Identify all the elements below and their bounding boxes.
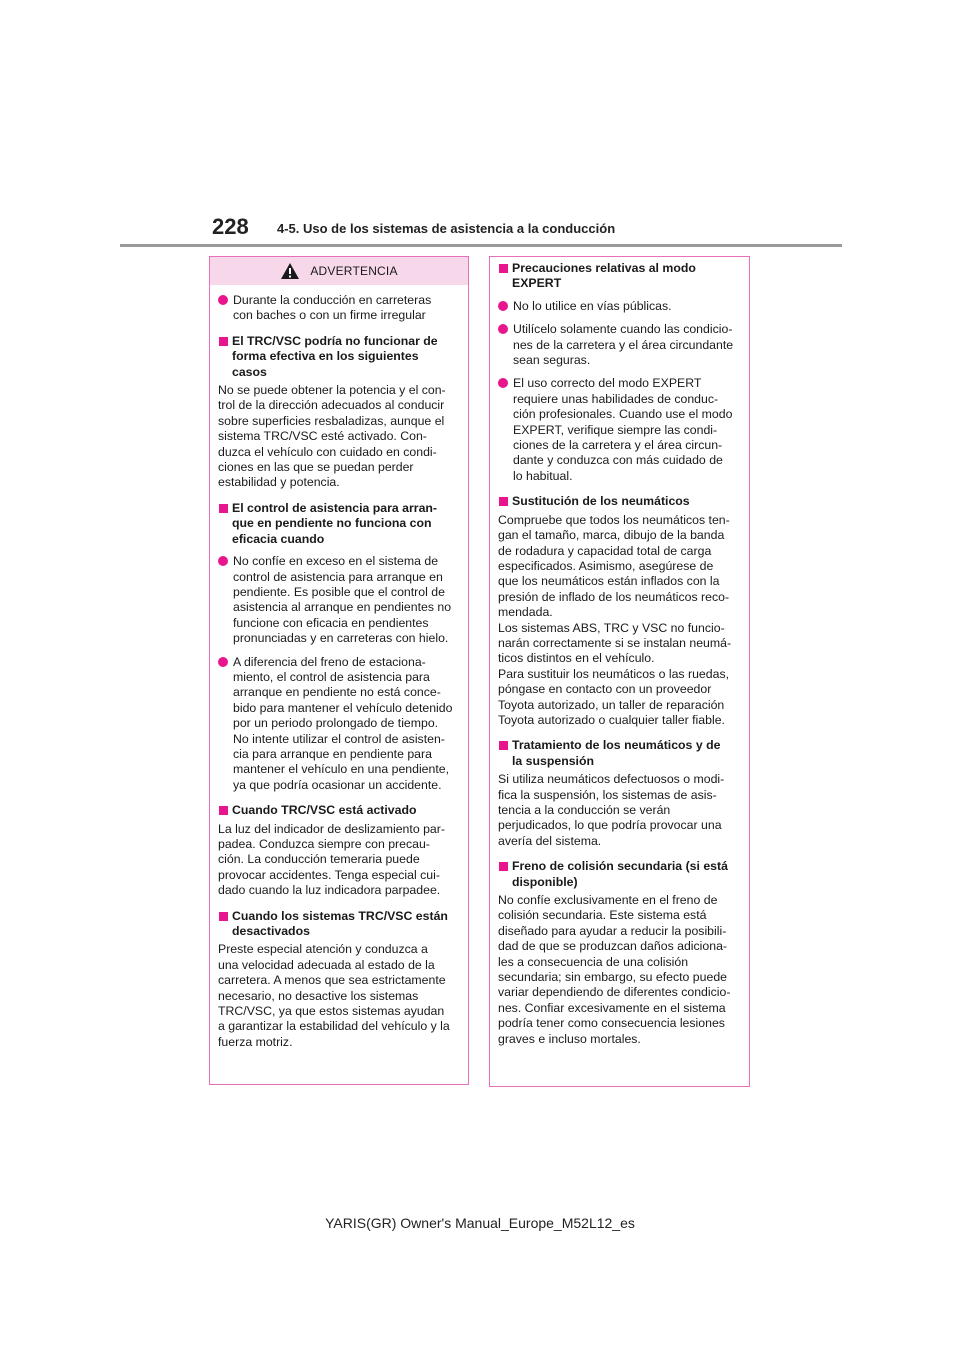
bullet-item [498,299,741,314]
subheading [218,334,460,380]
paragraph: La luz del indicador de deslizamiento par- padea. Conduzca siempre con precau- ción. La conducción temeraria puede provocar accidentes. Tenga especial cui- dado cuando la luz indicadora parpadee. [218,821,445,898]
subheading-text: Tratamiento de los neumáticos y de la suspensión [512,738,721,768]
bullet-text: Utilícelo solamente cuando las condicio- nes de la carretera y el área circundante sean seguras. [513,322,734,368]
bullet-item [498,322,741,368]
subheading [498,261,741,292]
subheading [218,501,460,547]
bullet-dot-icon [498,378,508,388]
square-bullet-icon [499,862,508,871]
bullet-dot-icon [498,301,508,311]
footer-manual-id: YARIS(GR) Owner's Manual_Europe_M52L12_es [325,1215,635,1231]
subheading-text: Cuando TRC/VSC está activado [232,803,417,818]
subheading-text: El control de asistencia para arran- que en pendiente no funciona con eficacia cuando [232,500,438,546]
warning-box-right [489,256,750,1087]
bullet-dot-icon [218,295,228,305]
square-bullet-icon [219,912,228,921]
bullet-item [218,655,460,794]
header-rule [120,244,842,247]
warning-triangle-icon [280,262,300,280]
paragraph: Preste especial atención y conduzca a una velocidad adecuada al estado de la carretera. A menos que sea estrictamente necesario, no desactive los sistemas TRC/VSC, ya que estos sistemas ayudan a garantizar la estabilidad del vehículo y la fuerza motriz. [218,942,450,1049]
bullet-text: Durante la conducción en carreteras con baches o con un firme irregular [233,293,432,323]
bullet-text: No confíe en exceso en el sistema de control de asistencia para arranque en pendiente. Es posible que el control de asistencia al arranque en pendientes no funcione con eficacia en pendientes pronunciadas y en carreteras con hielo. [233,554,452,646]
subheading-text: Cuando los sistemas TRC/VSC están desactivados [232,908,448,939]
paragraph: Compruebe que todos los neumáticos ten- gan el tamaño, marca, dibujo de la banda de rodadura y capacidad total de carga especificados. Asimismo, asegúrese de que los neumáticos están inflados con la presión de inflado de los neumáticos reco- mendada. Los sistemas ABS, TRC y VSC no funcio- narán correctamente si se instalan neumá- ticos distintos en el vehículo. Para sustituir los neumáticos o las ruedas, póngase en contacto con un proveedor Toyota autorizado, un taller de reparación Toyota autorizado o cualquier taller fiable. [498,512,732,727]
bullet-text: No lo utilice en vías públicas. [513,298,672,313]
bullet-text: A diferencia del freno de estaciona- miento, el control de asistencia para arranque en pendiente no está conce- bido para mantener el vehículo detenido por un periodo prolongado de tiempo. No intente utilizar el control de asisten- cia para arranque en pendiente para mantener el vehículo en una pendiente, ya que podría ocasionar un accidente. [233,654,453,792]
section-title: 4-5. Uso de los sistemas de asistencia a la conducción [277,221,616,236]
square-bullet-icon [219,504,228,513]
paragraph: No se puede obtener la potencia y el con- trol de la dirección adecuados al conducir sobre superficies resbaladizas, aunque el sistema TRC/VSC esté activado. Con- duzca el vehículo con cuidado en condi- ciones en las que se puedan perder estabilidad y potencia. [218,383,446,490]
square-bullet-icon [499,741,508,750]
subheading [498,494,741,509]
paragraph: No confíe exclusivamente en el freno de colisión secundaria. Este sistema está diseñado para ayudar a reducir la posibili- dad de que se produzcan daños adiciona- les a consecuencia de una colisión secundaria; sin embargo, su efecto puede variar dependiendo de diferentes condicio- nes. Confiar excesivamente en el sistema podría tener como consecuencia lesiones graves e incluso mortales. [498,893,731,1046]
bullet-dot-icon [218,657,228,667]
subheading-text: Precauciones relativas al modo EXPERT [512,261,696,291]
bullet-item [218,293,460,324]
bullet-item [218,554,460,646]
bullet-dot-icon [498,324,508,334]
page-number: 228 [212,214,249,239]
subheading-text: Sustitución de los neumáticos [512,494,690,509]
bullet-item [498,376,741,484]
warning-box-left [209,256,469,1085]
subheading [498,738,741,769]
bullet-text: El uso correcto del modo EXPERT requiere unas habilidades de conduc- ción profesionales. Cuando use el modo EXPERT, verifique siempre las condi- ciones de la carretera y el área circun- dante y conduzca con más cuidado de lo habitual. [513,376,733,483]
warning-header [210,257,468,285]
square-bullet-icon [219,806,228,815]
subheading [498,859,741,890]
subheading [218,909,460,940]
warning-label: ADVERTENCIA [310,264,398,278]
subheading [218,803,460,818]
square-bullet-icon [499,264,508,273]
square-bullet-icon [219,337,228,346]
square-bullet-icon [499,497,508,506]
paragraph: Si utiliza neumáticos defectuosos o modi- fica la suspensión, los sistemas de asis- tencia a la conducción se verán perjudicados, lo que podría provocar una avería del sistema. [498,772,725,848]
subheading-text: El TRC/VSC podría no funcionar de forma efectiva en los siguientes casos [232,333,438,379]
subheading-text: Freno de colisión secundaria (si está disponible) [512,859,728,889]
bullet-dot-icon [218,556,228,566]
